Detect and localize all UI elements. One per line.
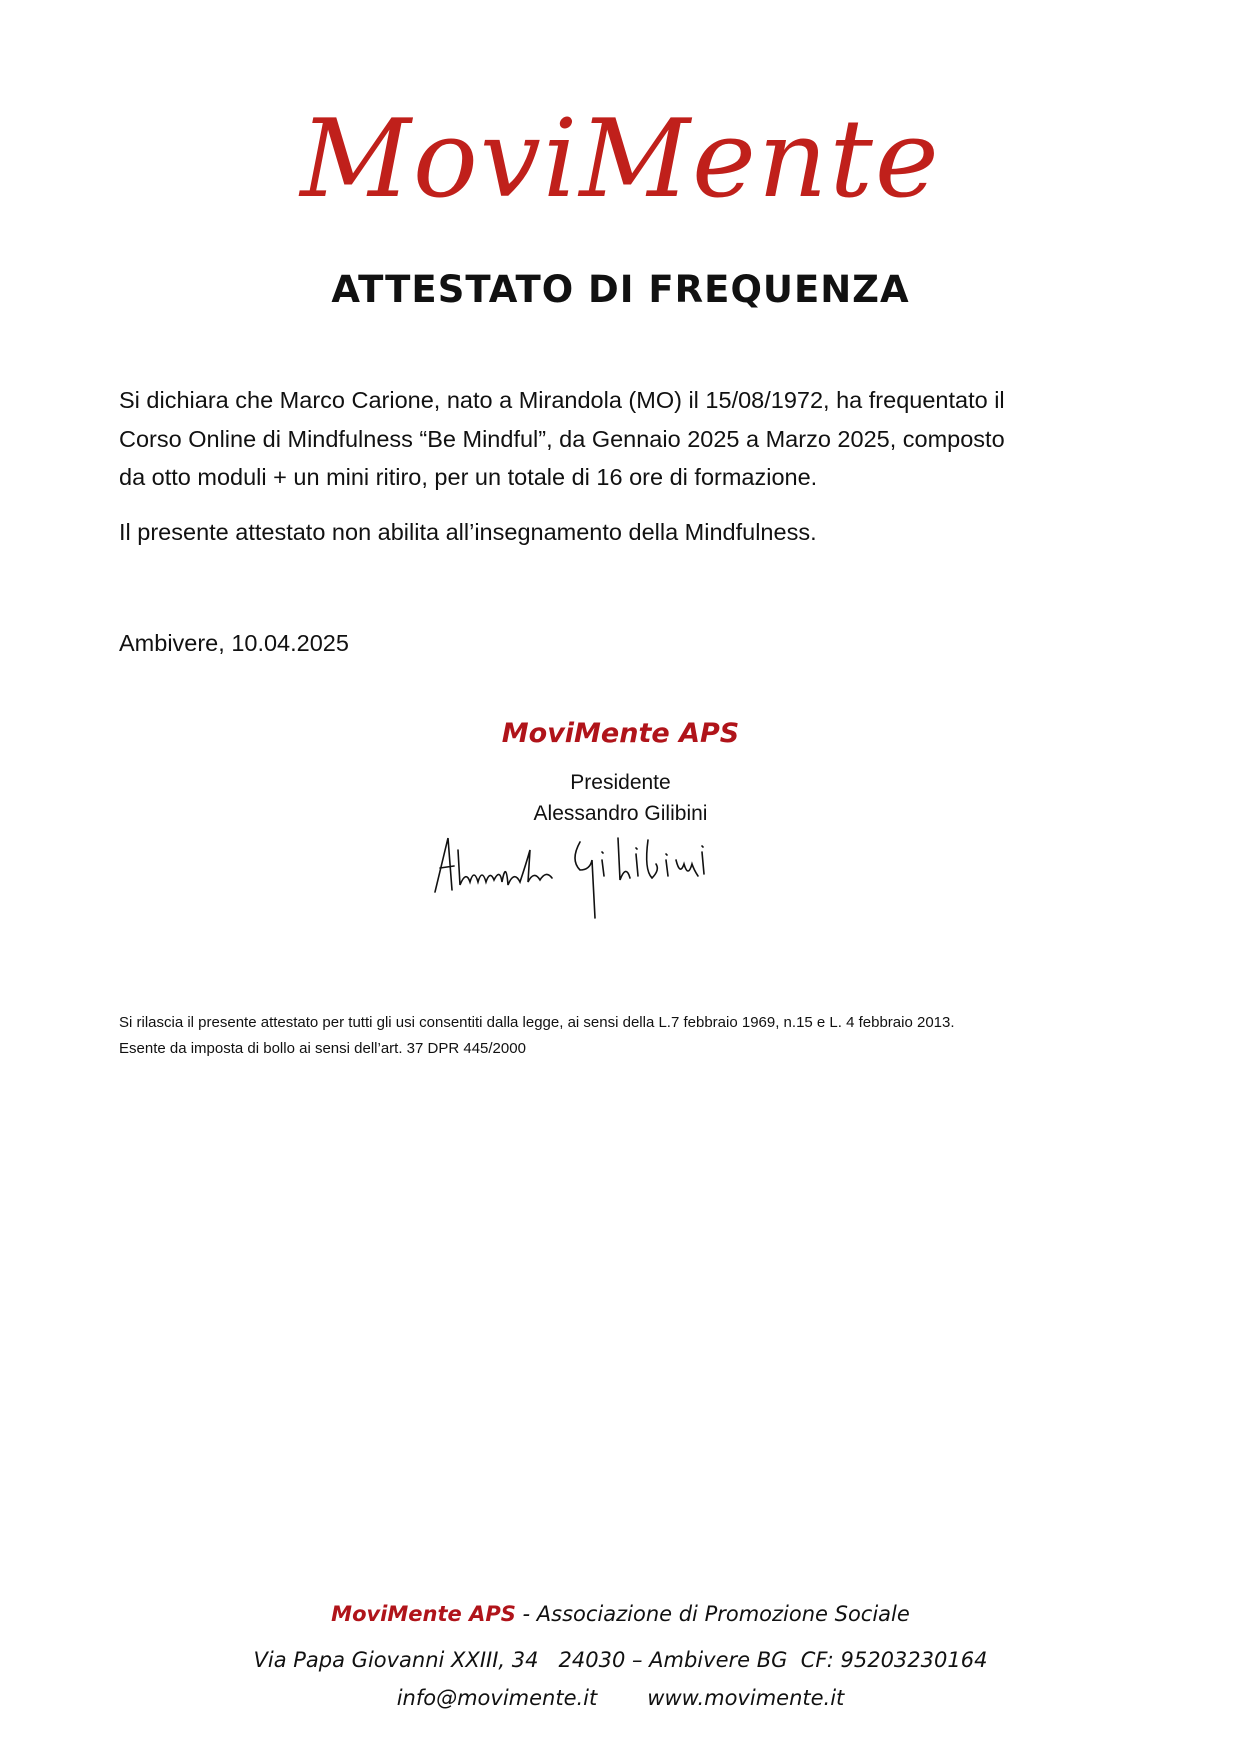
footer-org-line [0,1602,1241,1626]
footer-address: Via Papa Giovanni XXIII, 34 24030 – Ambivere BG CF: 95203230164 [253,1648,988,1672]
document-title: ATTESTATO DI FREQUENZA [331,268,910,311]
place-date: Ambivere, 10.04.2025 [119,630,349,656]
footer-org-desc: - Associazione di Promozione Sociale [515,1602,910,1626]
footer-website[interactable]: www.movimente.it [647,1686,845,1710]
body-line-2: Corso Online di Mindfulness “Be Mindful”, da Gennaio 2025 a Marzo 2025, composto [119,426,1005,452]
signature-role: Presidente [570,771,671,794]
footer-org: MoviMente APS [331,1602,516,1626]
disclaimer: Il presente attestato non abilita all’insegnamento della Mindfulness. [119,519,817,545]
signature-name: Alessandro Gilibini [533,802,708,825]
legal-line-1: Si rilascia il presente attestato per tutti gli usi consentiti dalla legge, ai sensi della L.7 febbraio 1969, n.15 e L. 4 febbraio 2013. [119,1014,955,1031]
handwritten-signature [430,830,810,920]
body-line-3: da otto moduli + un mini ritiro, per un totale di 16 ore di formazione. [119,464,818,490]
legal-line-2: Esente da imposta di bollo ai sensi dell’art. 37 DPR 445/2000 [119,1040,526,1057]
footer-email[interactable]: info@movimente.it [396,1686,598,1710]
signature-org: MoviMente APS [501,718,740,749]
footer-contacts [0,1686,1241,1710]
movimente-logo: MoviMente [300,97,941,222]
body-line-1: Si dichiara che Marco Carione, nato a Mirandola (MO) il 15/08/1972, ha frequentato il [119,387,1005,413]
